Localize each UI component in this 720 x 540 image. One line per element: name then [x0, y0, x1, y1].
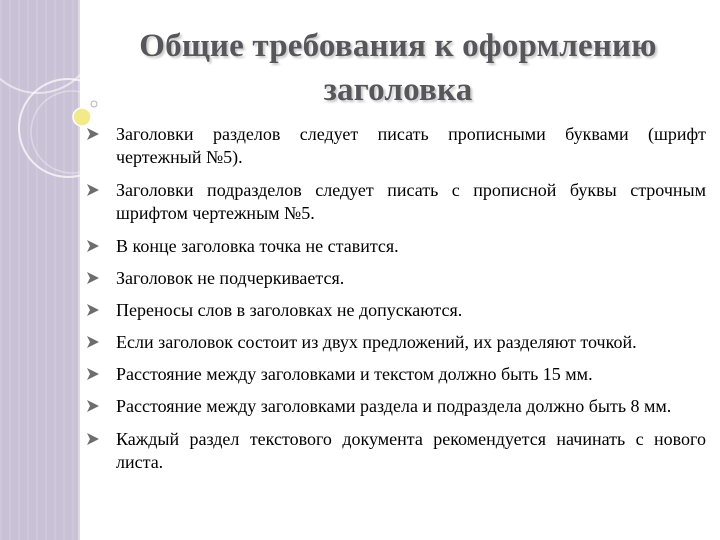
arrow-bullet-icon: [86, 271, 100, 285]
bullet-item: [86, 428, 706, 474]
arrow-bullet-icon: [86, 183, 100, 197]
arrow-bullet-icon: [86, 127, 100, 141]
bullet-item: [86, 395, 706, 418]
bullet-text: Расстояние между заголовками раздела и подраздела должно быть 8 мм.: [116, 396, 672, 416]
arrow-bullet-icon: [86, 303, 100, 317]
slide-title: [98, 24, 698, 112]
bullet-item: [86, 267, 706, 290]
bullet-text: Если заголовок состоит из двух предложений, их разделяют точкой.: [116, 332, 637, 352]
bullet-text: Расстояние между заголовками и текстом должно быть 15 мм.: [116, 364, 593, 384]
bullet-text: В конце заголовка точка не ставится.: [116, 236, 399, 256]
arrow-bullet-icon: [86, 432, 100, 446]
bullet-item: [86, 363, 706, 386]
bullet-text: Каждый раздел текстового документа рекомендуется начинать с нового листа.: [116, 429, 706, 472]
bullet-text: Заголовки разделов следует писать прописными буквами (шрифт чертежный №5).: [116, 124, 706, 167]
arrow-bullet-icon: [86, 367, 100, 381]
bullet-item: [86, 179, 706, 225]
bullet-item: [86, 299, 706, 322]
arrow-bullet-icon: [86, 335, 100, 349]
large-ring-circle: [0, 0, 96, 93]
title-line-1: Общие требования к оформлению: [139, 28, 657, 64]
title-line-2: заголовка: [323, 72, 473, 108]
bullet-list: [86, 123, 706, 474]
arrow-bullet-icon: [86, 399, 100, 413]
arrow-bullet-icon: [86, 239, 100, 253]
bullet-item: [86, 235, 706, 258]
bullet-item: [86, 331, 706, 354]
small-dot-circle: [91, 101, 97, 107]
bullet-item: [86, 123, 706, 169]
bullet-text: Заголовки подразделов следует писать с прописной буквы строчным шрифтом чертежным №5.: [116, 180, 706, 223]
bullet-text: Переносы слов в заголовках не допускаются.: [116, 300, 463, 320]
bullet-text: Заголовок не подчеркивается.: [116, 268, 345, 288]
